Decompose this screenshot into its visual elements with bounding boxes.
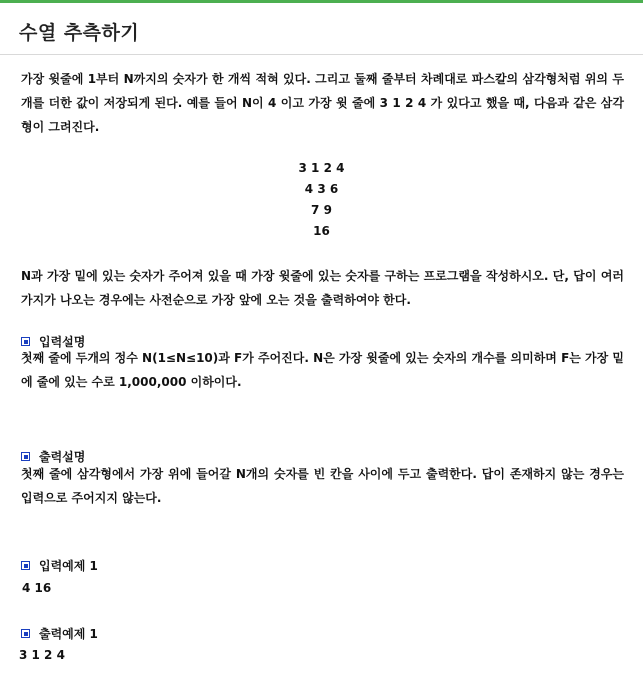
square-bullet-icon bbox=[21, 337, 30, 346]
sample-input-heading bbox=[21, 557, 98, 574]
triangle-row: 7 9 bbox=[311, 203, 332, 217]
triangle-example bbox=[0, 158, 643, 242]
sample-output-value: 3 1 2 4 bbox=[19, 648, 65, 662]
problem-intro: 가장 윗줄에 1부터 N까지의 숫자가 한 개씩 적혀 있다. 그리고 둘째 줄부터 차례대로 파스칼의 삼각형처럼 위의 두개를 더한 값이 저장되게 된다. 예를 들어 N이 4 이고 가장 윗 줄에 3 1 2 4 가 있다고 했을 때, 다음과 같은 삼각형이 그려진다. bbox=[21, 72, 624, 134]
square-bullet-icon bbox=[21, 629, 30, 638]
sample-output-label: 출력예제 1 bbox=[39, 627, 98, 641]
output-heading-label: 출력설명 bbox=[39, 450, 86, 464]
triangle-row: 4 3 6 bbox=[304, 182, 339, 196]
triangle-row: 3 1 2 4 bbox=[298, 161, 345, 175]
page-title: 수열 추측하기 bbox=[19, 22, 140, 44]
top-accent-bar bbox=[0, 0, 643, 3]
input-description: 첫째 줄에 두개의 정수 N(1≤N≤10)과 F가 주어진다. N은 가장 윗줄에 있는 숫자의 개수를 의미하며 F는 가장 밑에 줄에 있는 수로 1,000,000 이하이다. bbox=[21, 351, 624, 389]
square-bullet-icon bbox=[21, 561, 30, 570]
triangle-row: 16 bbox=[313, 224, 330, 238]
title-divider bbox=[0, 54, 643, 55]
input-heading-label: 입력설명 bbox=[39, 335, 86, 349]
square-bullet-icon bbox=[21, 452, 30, 461]
sample-input-label: 입력예제 1 bbox=[39, 559, 98, 573]
sample-input-value: 4 16 bbox=[22, 581, 52, 595]
problem-question: N과 가장 밑에 있는 숫자가 주어져 있을 때 가장 윗줄에 있는 숫자를 구하는 프로그램을 작성하시오. 단, 답이 여러가지가 나오는 경우에는 사전순으로 가장 앞에 오는 것을 출력하여야 한다. bbox=[21, 269, 624, 307]
output-description: 첫째 줄에 삼각형에서 가장 위에 들어갈 N개의 숫자를 빈 칸을 사이에 두고 출력한다. 답이 존재하지 않는 경우는 입력으로 주어지지 않는다. bbox=[21, 467, 624, 505]
sample-output-heading bbox=[21, 625, 98, 642]
